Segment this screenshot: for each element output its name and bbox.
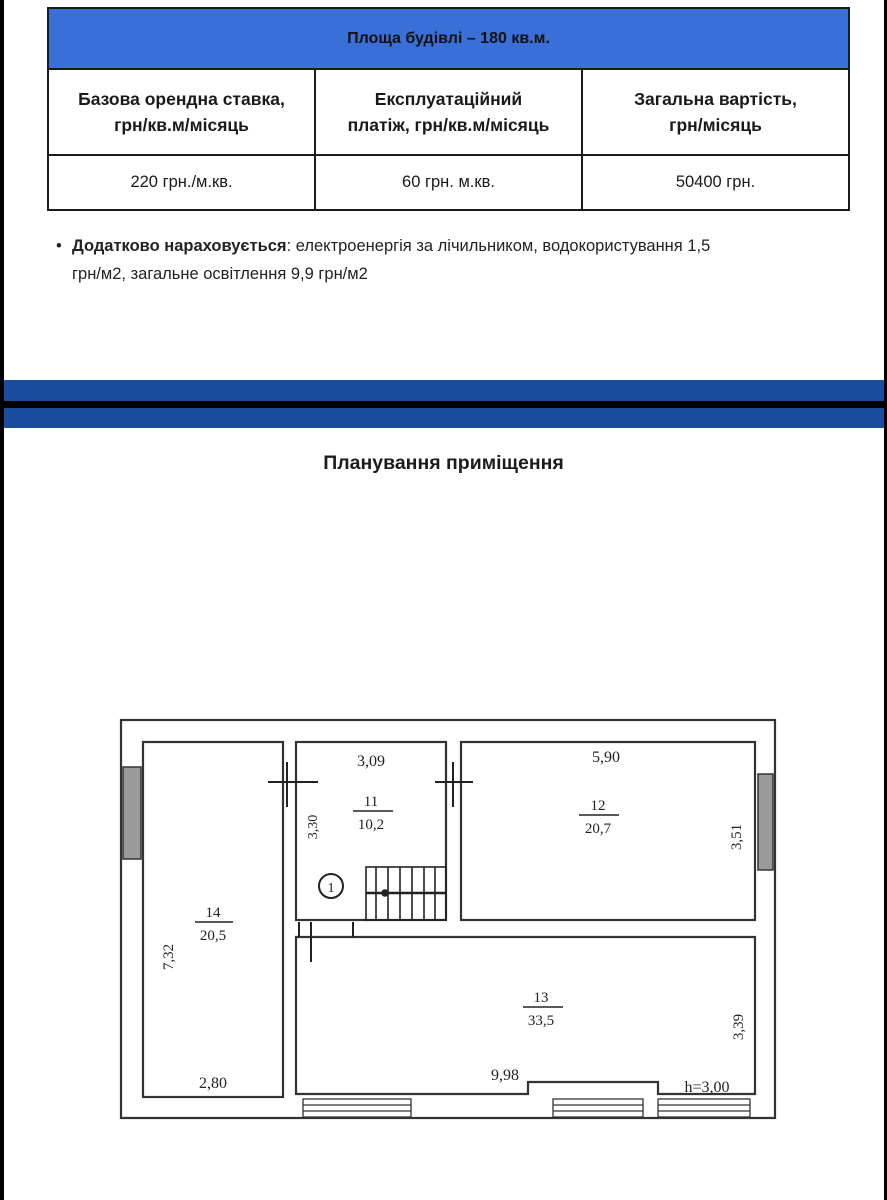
room-13-length: 3,39	[731, 1013, 747, 1041]
room-12-width: 5,90	[592, 749, 620, 766]
window-right	[758, 774, 773, 870]
floor-plan-title: Планування приміщення	[323, 452, 564, 474]
bottom-windows	[303, 1099, 750, 1117]
divider-blue-top	[4, 380, 884, 401]
note-label: Додатково нараховується	[72, 237, 287, 255]
value-base-rate: 220 грн./м.кв.	[48, 155, 315, 210]
note-text-line1: : електроенергія за лічильником, водокористування 1,5	[286, 237, 711, 255]
room-12-length: 3,51	[729, 823, 745, 851]
ceiling-height: h=3,00	[684, 1079, 730, 1096]
room-12-number: 12	[590, 798, 606, 814]
rent-table-value-row	[48, 155, 849, 210]
room-13-width: 9,98	[491, 1067, 519, 1084]
note-text-line2: грн/м2, загальне освітлення 9,9 грн/м2	[72, 265, 368, 283]
col-operating-fee-line2: платіж, грн/кв.м/місяць	[347, 115, 550, 135]
room-11-number: 11	[363, 794, 379, 810]
room-14-area: 20,5	[199, 928, 227, 944]
divider-blue-bottom	[4, 408, 884, 428]
additional-charges-note	[56, 232, 848, 288]
room-11-area: 10,2	[357, 817, 385, 833]
entrance-marker-label: 1	[327, 881, 335, 896]
col-base-rate-line2: грн/кв.м/місяць	[114, 115, 249, 135]
window-left	[123, 767, 141, 859]
col-total-cost-line2: грн/місяць	[669, 115, 762, 135]
bullet-icon: •	[56, 237, 62, 255]
col-operating-fee-line1: Експлуатаційний	[374, 89, 523, 109]
page-edge-left	[0, 0, 4, 1200]
col-total-cost	[582, 69, 849, 155]
room-13-number: 13	[533, 990, 549, 1006]
door-marks	[268, 762, 473, 962]
value-operating-fee: 60 грн. м.кв.	[315, 155, 582, 210]
stairs-icon	[366, 867, 446, 920]
room-14-width: 2,80	[199, 1075, 227, 1092]
room-13-outline	[296, 937, 755, 1094]
value-total-cost: 50400 грн.	[582, 155, 849, 210]
room-12-area: 20,7	[584, 821, 612, 837]
room-11-length: 3,30	[306, 814, 321, 840]
col-base-rate-line1: Базова орендна ставка,	[78, 89, 285, 109]
room-14-number: 14	[205, 905, 221, 921]
col-operating-fee	[315, 69, 582, 155]
divider-black	[4, 401, 884, 408]
rent-table-header-row	[48, 69, 849, 155]
rent-table-title: Площа будівлі – 180 кв.м.	[48, 8, 849, 69]
col-base-rate	[48, 69, 315, 155]
rent-table	[47, 7, 850, 211]
floor-plan-drawing	[113, 712, 783, 1132]
col-total-cost-line1: Загальна вартість,	[634, 89, 797, 109]
room-13-area: 33,5	[527, 1013, 555, 1029]
room-11-width: 3,09	[357, 753, 385, 770]
room-14-length: 7,32	[161, 943, 177, 971]
